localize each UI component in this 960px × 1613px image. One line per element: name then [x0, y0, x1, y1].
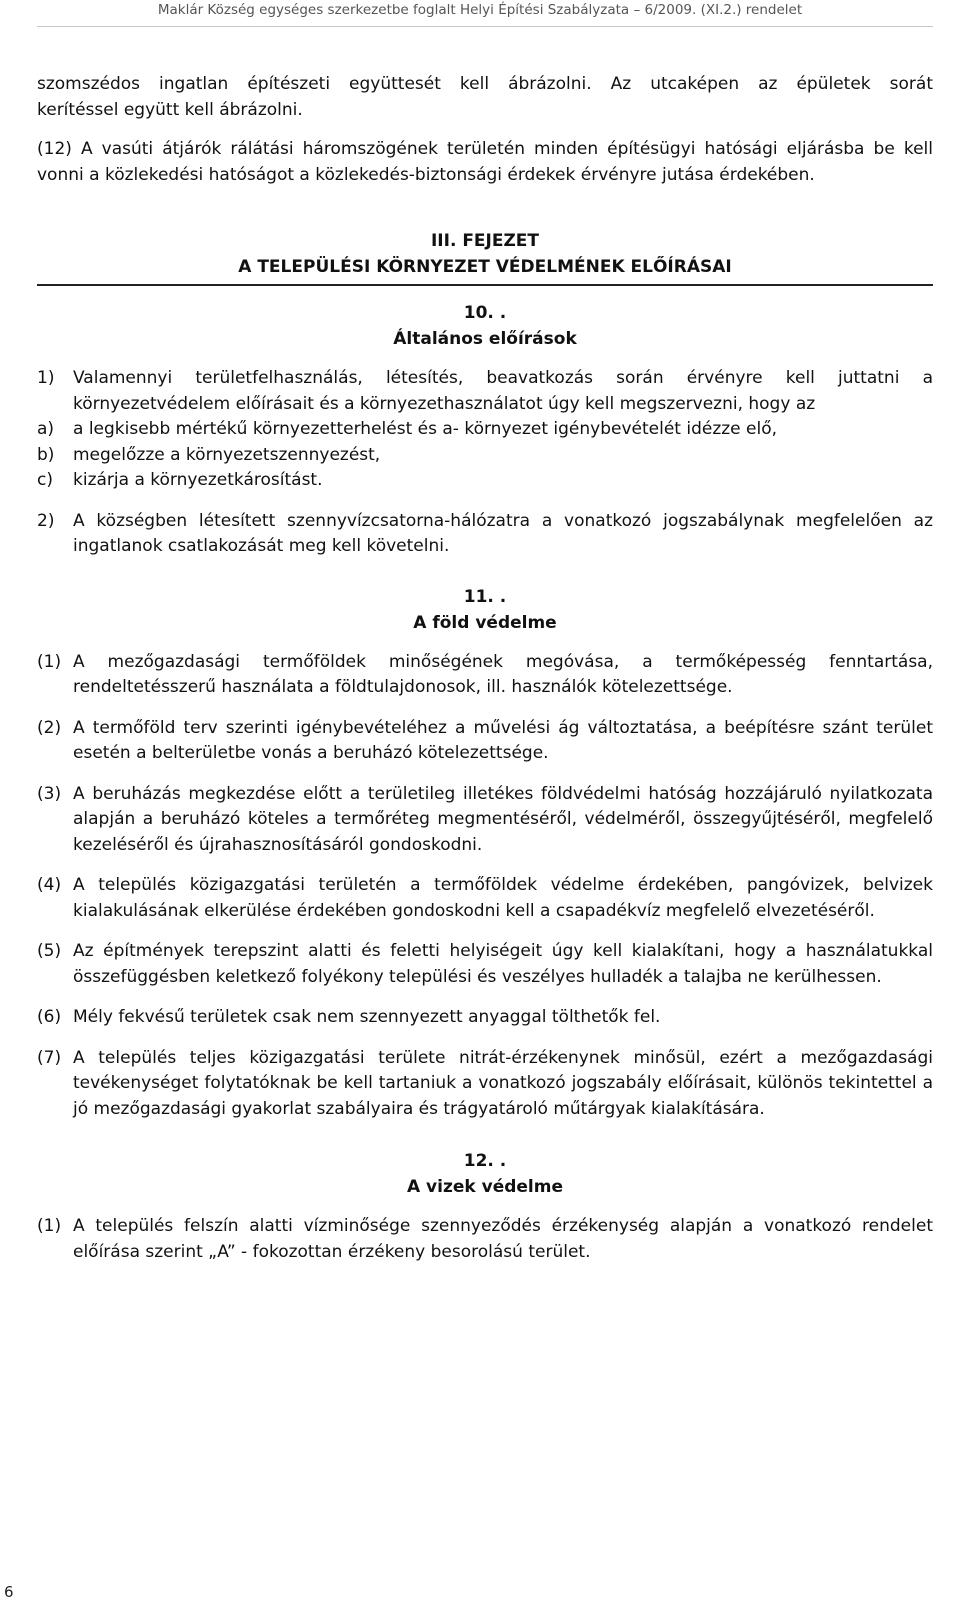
- list-item: [37, 468, 933, 494]
- section-11-paragraph-7: [37, 1046, 933, 1123]
- section-11-paragraph-4: [37, 873, 933, 924]
- list-item-text: a legkisebb mértékű környezetterhelést és a- környezet igénybevételét idézze elő,: [73, 419, 778, 439]
- paragraph-number: (2): [37, 717, 62, 738]
- chapter-divider: [37, 284, 933, 286]
- chapter-title: A TELEPÜLÉSI KÖRNYEZET VÉDELMÉNEK ELŐÍRÁSAI: [238, 257, 732, 277]
- paragraph-number: 1): [37, 368, 55, 388]
- paragraph-number: (4): [37, 875, 62, 895]
- section-10-title: Általános előírások: [393, 329, 577, 349]
- section-11-heading: [37, 584, 933, 636]
- paragraph-text: A mezőgazdasági termőföldek minőségének megóvása, a termőképesség fenntartása, rendeltetésszerű használata a földtulajdonosok, ill. használók kötelezettsége.: [73, 651, 933, 697]
- paragraph-text: Az építmények terepszint alatti és feletti helyiségeit úgy kell kialakítani, hogy a használatukkal összefüggésben keletkező folyékony települési és veszélyes hulladék a talajba ne kerülhessen.: [73, 941, 933, 987]
- section-10-paragraph-1: [37, 366, 933, 417]
- paragraph-text: Valamennyi területfelhasználás, létesítés, beavatkozás során érvényre kell juttatni a környezetvédelem előírásait és a környezethasználatot úgy kell megszervezni, hogy az: [73, 368, 933, 414]
- section-11-paragraph-5: [37, 939, 933, 990]
- list-item-marker: c): [37, 470, 53, 490]
- section-11-paragraph-2: [37, 716, 933, 767]
- paragraph-text: A beruházás megkezdése előtt a területileg illetékes földvédelmi hatóság hozzájáruló nyilatkozata alapján a beruházó köteles a termőréteg megmentéséről, védelméről, összegyűjtéséről, megfelelő kezeléséről és újrahasznosításáról gondoskodni.: [73, 783, 933, 855]
- list-item-text: kizárja a környezetkárosítást.: [73, 470, 323, 490]
- chapter-number: III. FEJEZET: [430, 231, 540, 251]
- document-body: [37, 72, 933, 1280]
- page-number: 6: [4, 1583, 14, 1601]
- paragraph-number: (3): [37, 783, 62, 804]
- intro-paragraph: [37, 72, 933, 123]
- intro-line-2: kerítéssel együtt kell ábrázolni.: [37, 99, 303, 120]
- section-11-paragraph-6: [37, 1005, 933, 1031]
- section-12-paragraph-1: [37, 1214, 933, 1265]
- list-item: [37, 443, 933, 469]
- paragraph-number: (5): [37, 941, 62, 961]
- list-item: [37, 417, 933, 443]
- section-11-paragraph-3: [37, 782, 933, 859]
- running-header: Maklár Község egységes szerkezetbe foglalt Helyi Építési Szabályzata – 6/2009. (XI.2.) rendelet: [157, 2, 803, 18]
- section-12-heading: [37, 1148, 933, 1200]
- paragraph-number: (1): [37, 651, 62, 672]
- list-item-text: megelőzze a környezetszennyezést,: [73, 444, 381, 465]
- paragraph-number: (6): [37, 1007, 62, 1027]
- paragraph-number: 2): [37, 510, 55, 531]
- paragraph-text: A település felszín alatti vízminősége szennyeződés érzékenység alapján a vonatkozó rendelet előírása szerint „A” - fokozottan érzékeny besorolású terület.: [73, 1216, 933, 1262]
- list-item-marker: a): [37, 419, 55, 439]
- section-10-heading: [37, 300, 933, 352]
- paragraph-text: Mély fekvésű területek csak nem szennyezett anyaggal tölthetők fel.: [73, 1007, 661, 1027]
- paragraph-text: A település közigazgatási területén a termőföldek védelme érdekében, pangóvizek, belvizek kialakulásának elkerülése érdekében gondoskodni kell a csapadékvíz megfelelő elvezetéséről.: [73, 875, 933, 921]
- section-10-paragraph-2: [37, 509, 933, 560]
- paragraph-12: (12) A vasúti átjárók rálátási háromszögének területén minden építésügyi hatósági eljárásba be kell vonni a közlekedési hatóságot a közlekedés-biztonsági érdekek érvényre jutása érdekében.: [37, 139, 933, 185]
- section-12-number: 12. .: [463, 1151, 507, 1171]
- paragraph-number: (1): [37, 1216, 62, 1236]
- paragraph-number: (7): [37, 1047, 62, 1068]
- section-11-title: A föld védelme: [413, 612, 557, 633]
- section-10-number: 10. .: [463, 303, 507, 323]
- intro-line-1: szomszédos ingatlan építészeti együttesét kell ábrázolni. Az utcaképen az épületek sorát: [37, 74, 933, 94]
- paragraph-text: A termőföld terv szerinti igénybevételéhez a művelési ág változtatása, a beépítésre szánt terület esetén a belterületbe vonás a beruházó kötelezettsége.: [73, 717, 933, 763]
- list-item-marker: b): [37, 444, 55, 465]
- section-12-title: A vizek védelme: [406, 1177, 563, 1197]
- chapter-heading: [37, 228, 933, 280]
- section-10-list: [37, 417, 933, 494]
- section-11-number: 11. .: [463, 586, 507, 607]
- paragraph-text: A községben létesített szennyvízcsatorna-hálózatra a vonatkozó jogszabálynak megfelelően az ingatlanok csatlakozását meg kell követelni.: [73, 510, 933, 556]
- header-divider: [37, 26, 933, 27]
- paragraph-text: A település teljes közigazgatási területe nitrát-érzékenynek minősül, ezért a mezőgazdasági tevékenységet folytatóknak be kell tartaniuk a vonatkozó jogszabály előírásait, különös tekintettel a jó mezőgazdasági gyakorlat szabályaira és trágyatároló műtárgyak kialakítására.: [73, 1047, 933, 1119]
- section-11-paragraph-1: [37, 650, 933, 701]
